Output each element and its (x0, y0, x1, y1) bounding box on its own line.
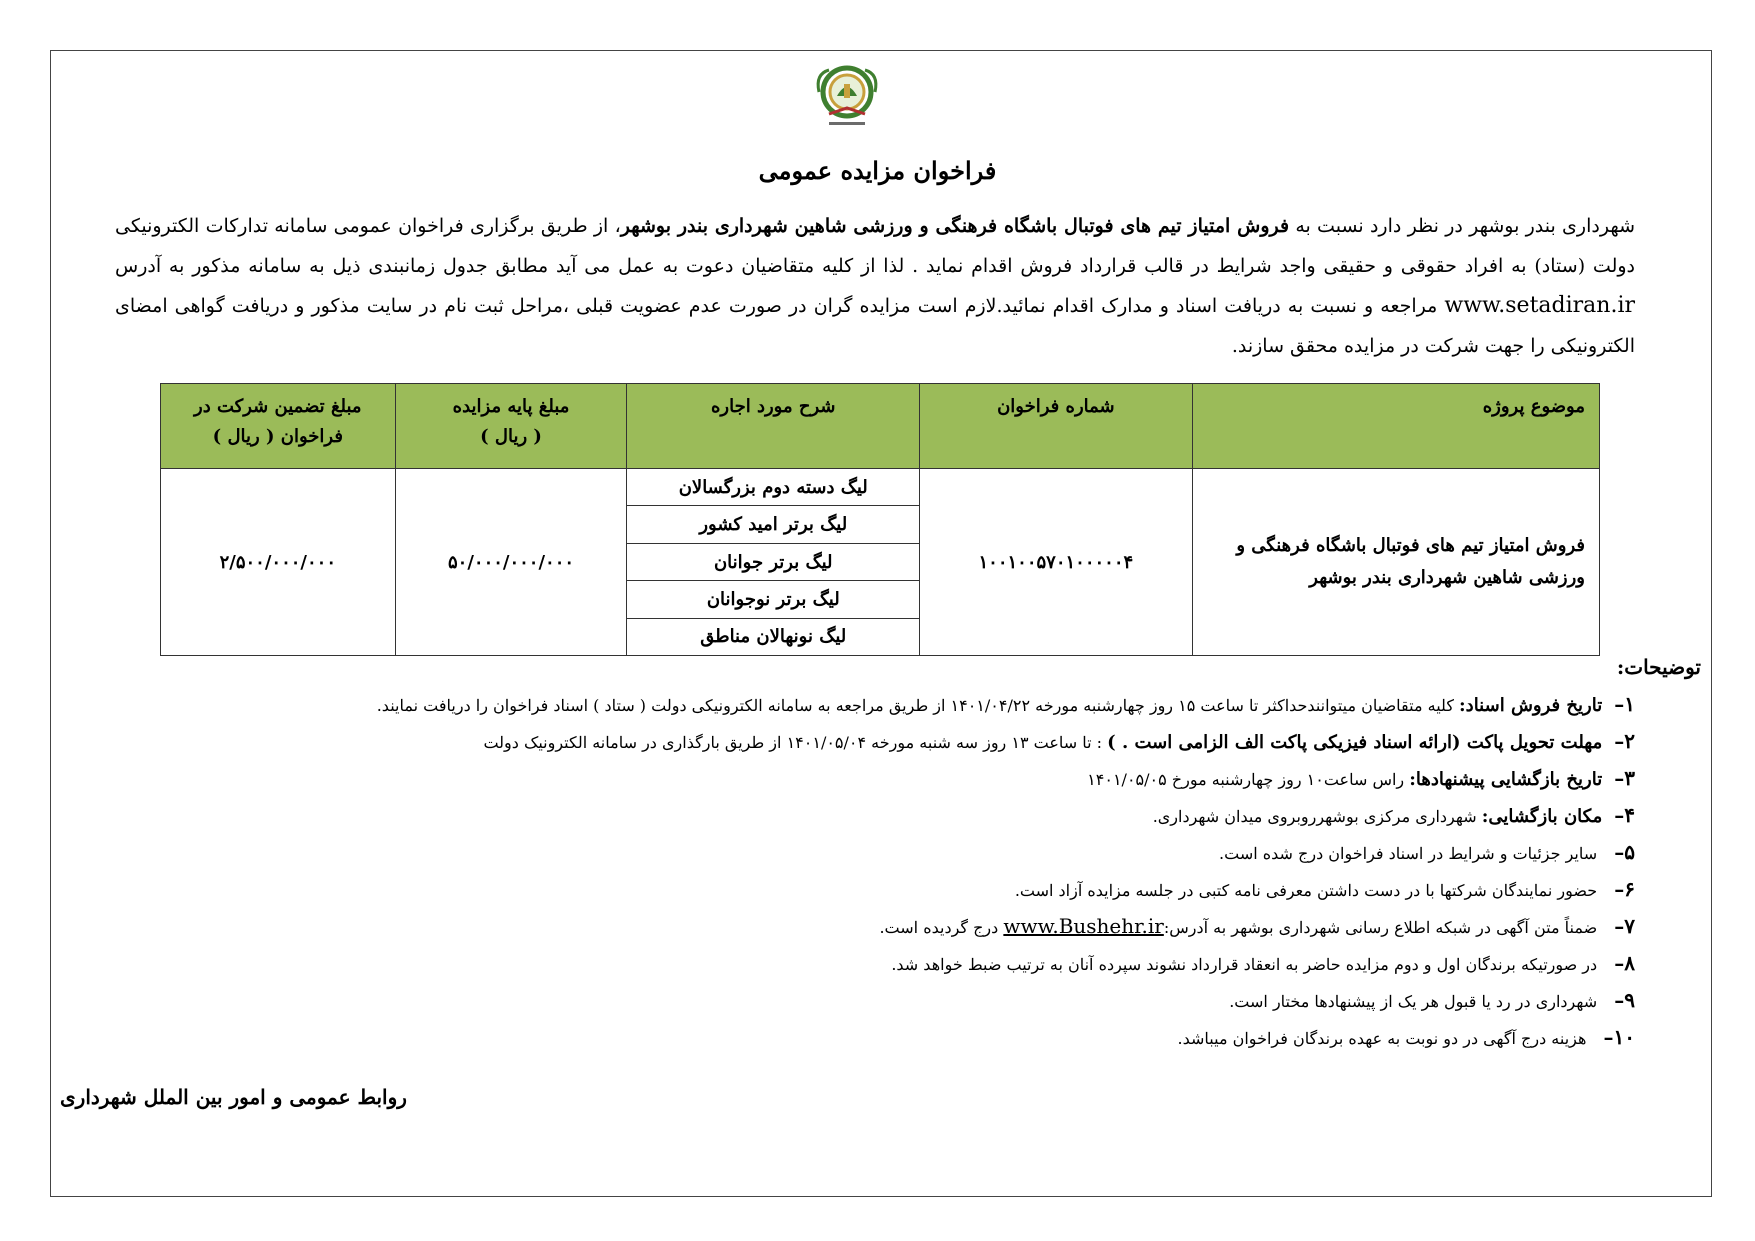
page-title: فراخوان مزایده عمومی (758, 156, 997, 185)
note-item (155, 908, 1635, 945)
header-number: شماره فراخوان (920, 384, 1193, 469)
note-item (155, 686, 1635, 723)
note-number: ۴– (1614, 803, 1635, 827)
setadiran-link[interactable]: www.setadiran.ir (1444, 293, 1635, 318)
note-number: ۹– (1614, 988, 1635, 1012)
note-number: ۳– (1614, 766, 1635, 790)
note-text: حضور نمایندگان شرکتها با در دست داشتن معرفی نامه کتبی در جلسه مزایده آزاد است. (1014, 881, 1603, 900)
note-label: تاریخ بازگشایی پیشنهادها: (1409, 769, 1603, 790)
note-item (155, 945, 1635, 982)
header-guarantee: مبلغ تضمین شرکت در فراخوان ( ریال ) (161, 384, 396, 469)
municipality-emblem-icon (807, 62, 887, 132)
note-item (155, 834, 1635, 871)
description-list (627, 469, 919, 655)
note-number: ۸– (1614, 951, 1635, 975)
note-item (155, 760, 1635, 797)
description-item: لیگ برتر امید کشور (627, 506, 919, 543)
note-number: ۲– (1614, 729, 1635, 753)
notes-list (155, 686, 1635, 1056)
note-number: ۵– (1614, 840, 1635, 864)
note-label: مهلت تحویل پاکت (ارائه اسناد فیزیکی پاکت الف الزامی است . ) (1107, 732, 1603, 753)
description-item: لیگ برتر جوانان (627, 544, 919, 581)
note-text: هزینه درج آگهی در دو نوبت به عهده برندگان فراخوان میباشد. (1177, 1029, 1592, 1048)
description-item: لیگ نونهالان مناطق (700, 626, 847, 648)
table-header-row (161, 384, 1600, 469)
note-label: تاریخ فروش اسناد: (1459, 695, 1603, 716)
intro-paragraph (115, 206, 1635, 366)
note-text: : تا ساعت ۱۳ روز سه شنبه مورخه ۱۴۰۱/۰۵/۰۴ از طریق بارگذاری در سامانه الکترونیک دولت (483, 733, 1108, 752)
cell-guarantee: ۲/۵۰۰/۰۰۰/۰۰۰ (161, 469, 396, 656)
auction-table (160, 383, 1600, 656)
note-item (155, 871, 1635, 908)
note-text: راس ساعت۱۰ روز چهارشنبه مورخ ۱۴۰۱/۰۵/۰۵ (1087, 770, 1410, 789)
note-label: مکان بازگشایی: (1481, 806, 1603, 827)
note-text-after: درج گردیده است. (879, 918, 1004, 937)
description-item: لیگ برتر نوجوانان (627, 581, 919, 618)
intro-text-3: مراجعه و نسبت به دریافت اسناد و مدارک اقدام نمائید.لازم است مزایده گران در صورت عدم عضویت قبلی ،مراحل ثبت نام در سایت مذکور و دریافت گواهی امضای الکترونیکی را جهت شرکت در مزایده محقق سازند. (115, 295, 1635, 357)
cell-subject: فروش امتیاز تیم های فوتبال باشگاه فرهنگی و ورزشی شاهین شهرداری بندر بوشهر (1192, 469, 1599, 656)
note-number: ۱– (1614, 692, 1635, 716)
signature: روابط عمومی و امور بین الملل شهرداری (60, 1085, 407, 1109)
note-number: ۶– (1614, 877, 1635, 901)
note-text: شهرداری در رد یا قبول هر یک از پیشنهادها مختار است. (1229, 992, 1603, 1011)
note-text: سایر جزئیات و شرایط در اسناد فراخوان درج شده است. (1219, 844, 1603, 863)
intro-text-1: شهرداری بندر بوشهر در نظر دارد نسبت به (1289, 215, 1635, 237)
notes-heading: توضیحات: (1616, 655, 1701, 679)
header-subject: موضوع پروژه (1192, 384, 1599, 469)
bushehr-link[interactable]: www.Bushehr.ir (1003, 914, 1164, 938)
cell-number: ۱۰۰۱۰۰۵۷۰۱۰۰۰۰۰۴ (920, 469, 1193, 656)
cell-base-price: ۵۰/۰۰۰/۰۰۰/۰۰۰ (395, 469, 627, 656)
note-text: در صورتیکه برندگان اول و دوم مزایده حاضر به انعقاد قرارداد نشوند سپرده آنان به ترتیب ضبط خواهد شد. (891, 955, 1603, 974)
note-text: شهرداری مرکزی بوشهرروبروی میدان شهرداری. (1152, 807, 1482, 826)
cell-description (627, 469, 920, 656)
intro-subject: فروش امتیاز تیم های فوتبال باشگاه فرهنگی و ورزشی شاهین شهرداری بندر بوشهر (620, 215, 1290, 237)
note-number: ۷– (1614, 914, 1635, 938)
note-item (155, 1019, 1635, 1056)
table-row (161, 469, 1600, 656)
note-text: ضمناً متن آگهی در شبکه اطلاع رسانی شهرداری بوشهر به آدرس: (1163, 918, 1603, 937)
note-item (155, 982, 1635, 1019)
header-base-price: مبلغ پایه مزایده ( ریال ) (395, 384, 627, 469)
description-item: لیگ دسته دوم بزرگسالان (627, 469, 919, 506)
note-number: ۱۰– (1603, 1025, 1635, 1049)
intro-text-2: ، از طریق برگزاری فراخوان عمومی سامانه تدارکات الکترونیکی دولت (ستاد) به افراد حقوقی و حقیقی واجد شرایط در قالب قرارداد فروش اقدام نماید . لذا از کلیه متقاضیان دعوت به عمل می آید مطابق جدول زمانبندی ذیل به سامانه مذکور به آدرس (115, 215, 1635, 277)
note-item (155, 797, 1635, 834)
header-description: شرح مورد اجاره (627, 384, 920, 469)
note-text: کلیه متقاضیان میتوانندحداکثر تا ساعت ۱۵ روز چهارشنبه مورخه ۱۴۰۱/۰۴/۲۲ از طریق مراجعه به سامانه الکترونیکی دولت ( ستاد ) اسناد فراخوان را دریافت نمایند. (376, 696, 1460, 715)
note-item (155, 723, 1635, 760)
